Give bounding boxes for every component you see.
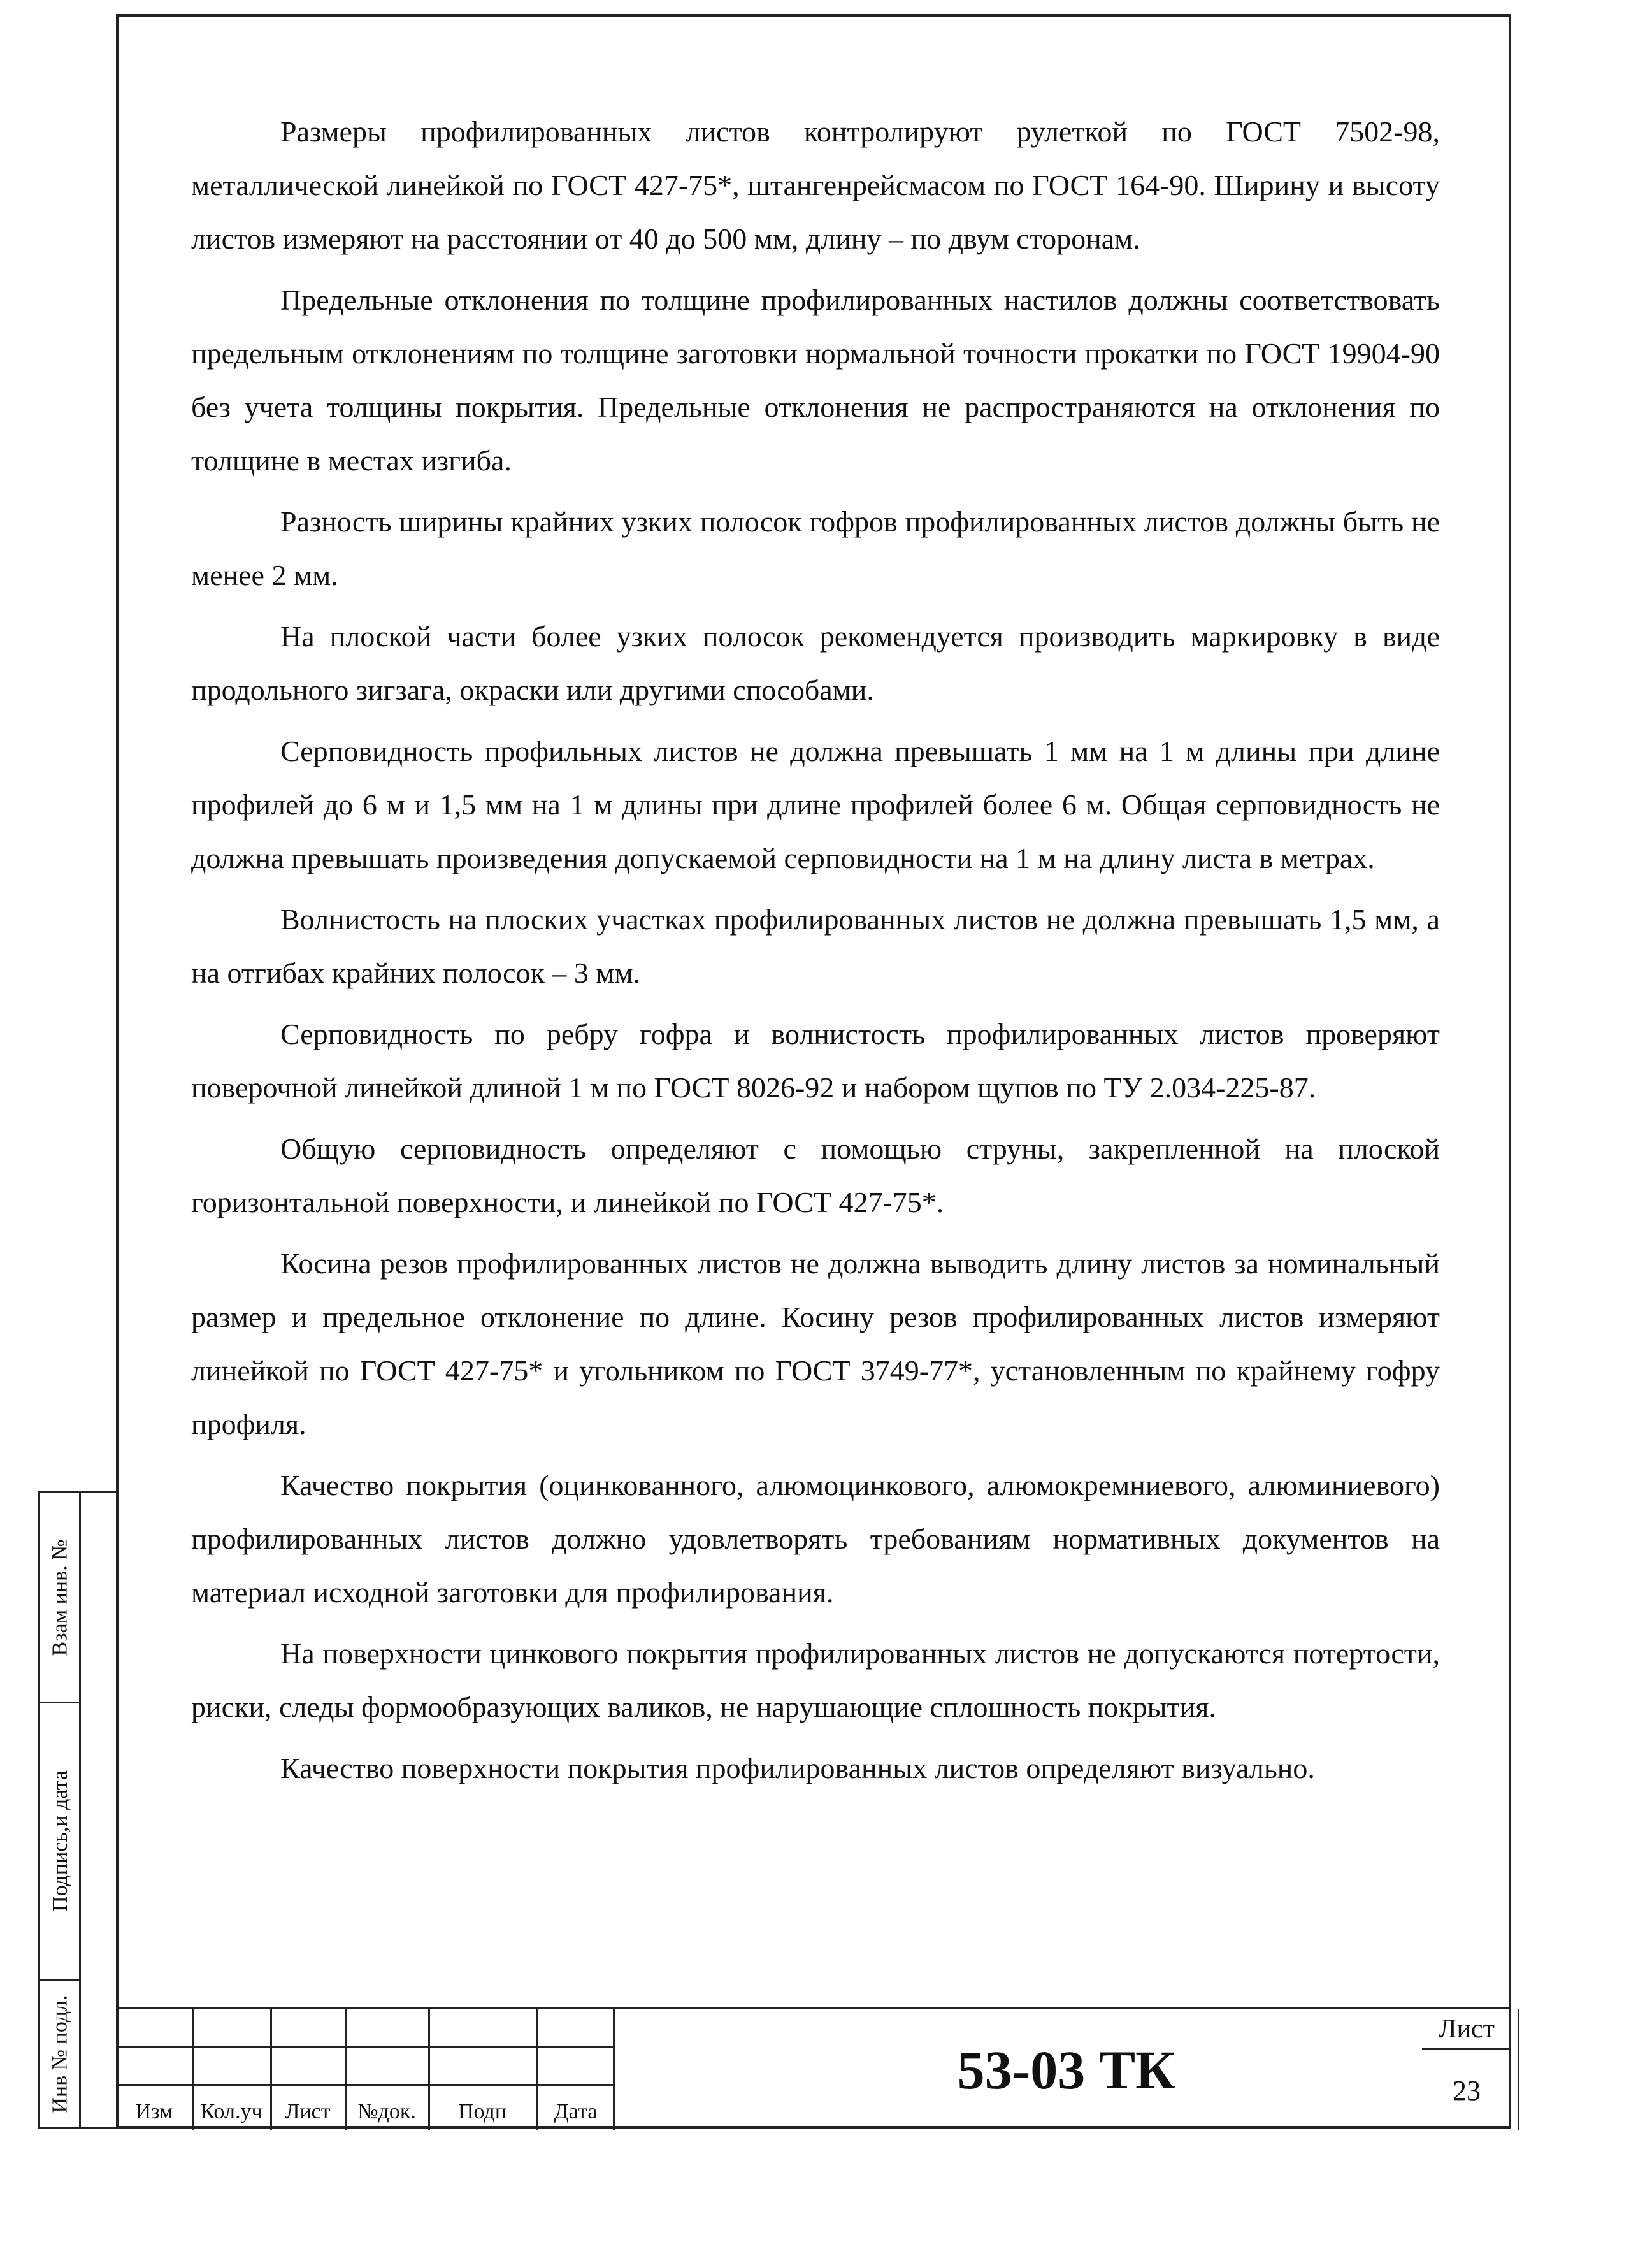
vzam-inv-cell — [40, 1493, 81, 1703]
col-podp: Подп — [457, 2100, 507, 2123]
paragraph: Общую серповидность определяют с помощью струны, закрепленной на плоской горизонтальной поверхности, и линейкой по ГОСТ 427-75*. — [191, 1132, 1440, 1218]
paragraph: Размеры профилированных листов контролируют рулеткой по ГОСТ 7502-98, металлической линейкой по ГОСТ 427-75*, штангенрейсмасом по ГОСТ 164-90. Ширину и высоту листов измеряют на расстоянии от 40 до 500 мм, длину – по двум сторонам. — [191, 115, 1440, 255]
paragraph: Серповидность профильных листов не должна превышать 1 мм на 1 м длины при длине профилей до 6 м и 1,5 мм на 1 м длины при длине профилей более 6 м. Общая серповидность не должна превышать произведения допускаемой серповидности на 1 м на длину листа в метрах. — [191, 735, 1440, 874]
paragraph: Качество покрытия (оцинкованного, алюмоцинкового, алюмокремниевого, алюминиевого) профилированных листов должно удовлетворять требованиям нормативных документов на материал исходной заготовки для профилирования. — [191, 1469, 1440, 1609]
revision-row — [116, 2009, 613, 2048]
inv-podl-cell — [40, 1981, 81, 2127]
vzam-inv-label: Взам инв. № — [48, 1538, 73, 1656]
title-block — [116, 2007, 1511, 2129]
sheet-label: Лист — [1422, 2009, 1511, 2050]
revision-row — [116, 2048, 613, 2086]
paragraph: Качество поверхности покрытия профилированных листов определяют визуально. — [280, 1752, 1315, 1784]
paragraph: Серповидность по ребру гофра и волнистость профилированных листов проверяют поверочной линейкой длиной 1 м по ГОСТ 8026-92 и набором щупов по ТУ 2.034-225-87. — [191, 1018, 1440, 1104]
inv-podl-label: Инв № подл. — [48, 1994, 73, 2113]
sheet-number: 23 — [1453, 2074, 1481, 2106]
podpis-data-cell — [40, 1703, 81, 1981]
col-data: Дата — [554, 2100, 598, 2123]
revision-grid — [116, 2009, 615, 2130]
col-no-dok: №док. — [357, 2100, 416, 2123]
paragraph: Разность ширины крайних узких полосок гофров профилированных листов должны быть не менее 2 мм. — [191, 505, 1440, 591]
sheet-box — [1422, 2009, 1511, 2130]
podpis-data-label: Подпись,и дата — [48, 1770, 72, 1912]
paragraph: Косина резов профилированных листов не должна выводить длину листов за номинальный размер и предельное отклонение по длине. Косину резов профилированных листов измеряют линейкой по ГОСТ 427-75* и угольником по ГОСТ 3749-77*, установленным по крайнему гофру профиля. — [191, 1247, 1440, 1440]
side-stamp-column — [40, 1493, 81, 2127]
col-izm: Изм — [135, 2100, 173, 2123]
document-code: 53-03 ТК — [615, 2009, 1519, 2130]
col-list: Лист — [285, 2100, 331, 2123]
side-stamp — [38, 1491, 119, 2129]
paragraph: Предельные отклонения по толщине профилированных настилов должны соответствовать предельным отклонениям по толщине заготовки нормальной точности прокатки по ГОСТ 19904-90 без учета толщины покрытия. Предельные отклонения не распространяются на отклонения по толщине в местах изгиба. — [191, 284, 1440, 477]
document-body — [191, 105, 1440, 1803]
paragraph: На поверхности цинкового покрытия профилированных листов не допускаются потертости, риски, следы формообразующих валиков, не нарушающие сплошность покрытия. — [191, 1637, 1440, 1723]
paragraph: Волнистость на плоских участках профилированных листов не должна превышать 1,5 мм, а на отгибах крайних полосок – 3 мм. — [191, 903, 1440, 989]
paragraph: На плоской части более узких полосок рекомендуется производить маркировку в виде продольного зигзага, окраски или другими способами. — [191, 620, 1440, 706]
col-kol-uch: Кол.уч — [200, 2100, 262, 2123]
